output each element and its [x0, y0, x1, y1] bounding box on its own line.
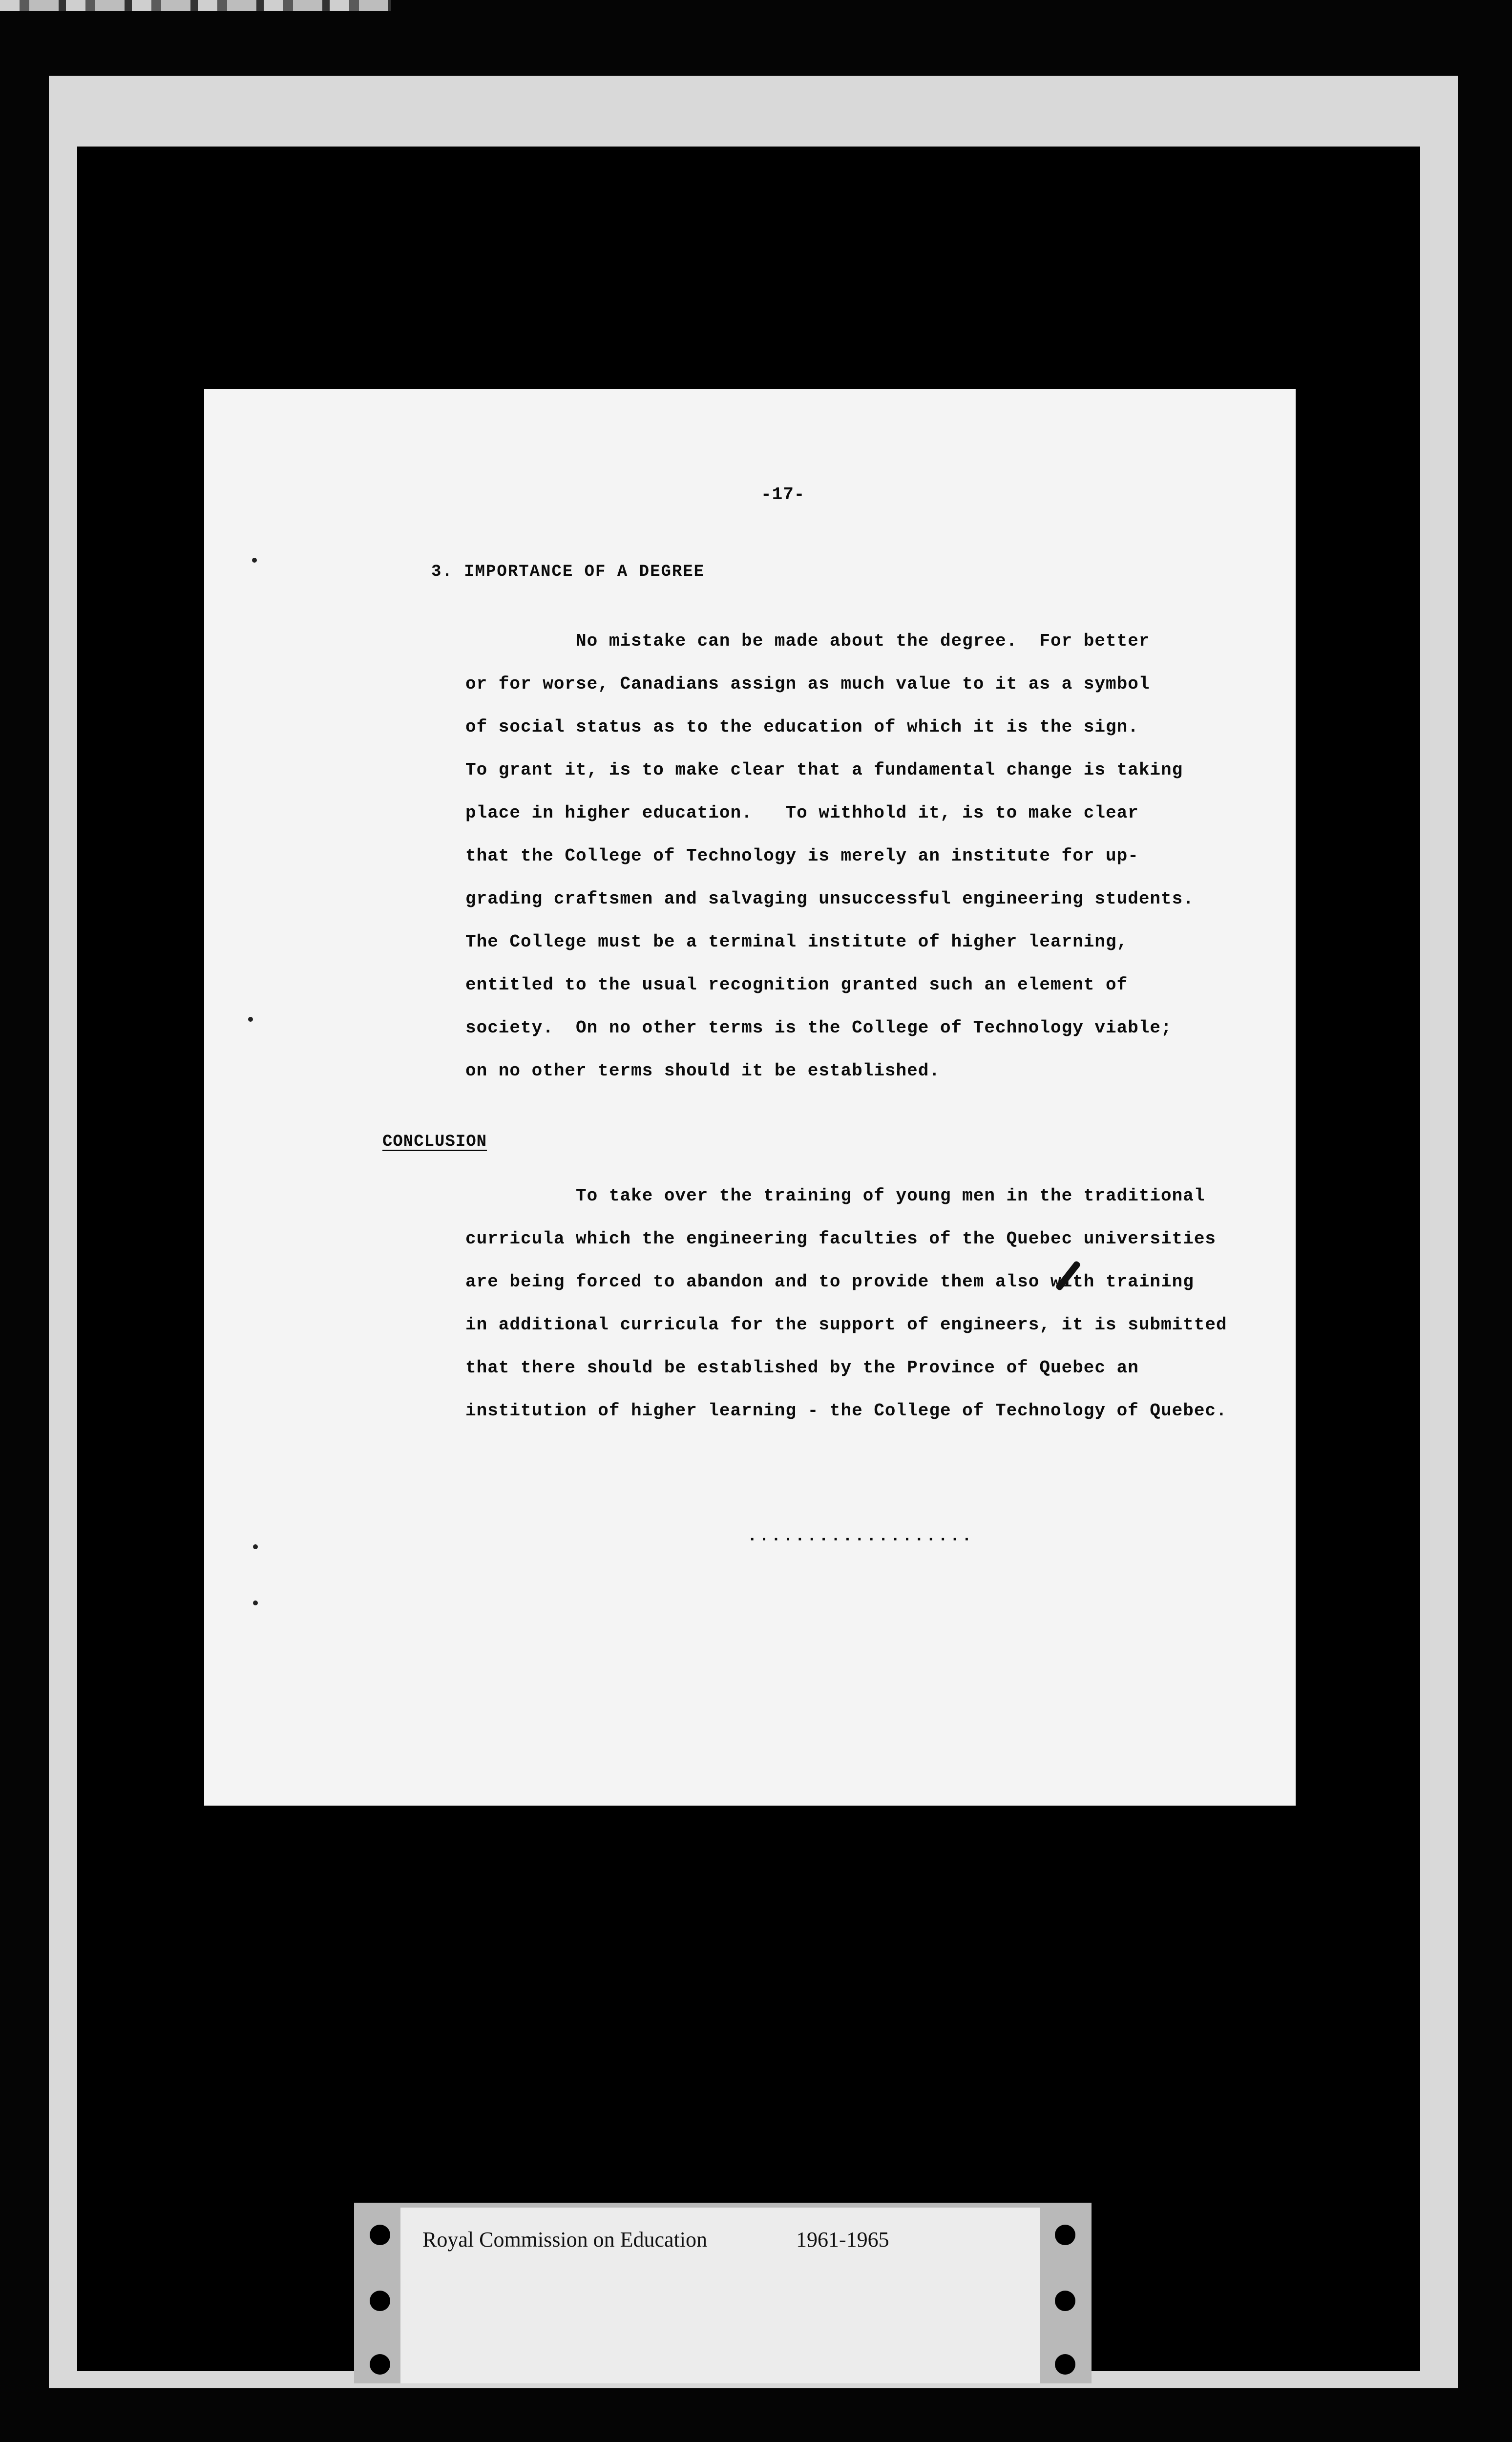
text-line: of social status as to the education of which it is the sign.	[465, 717, 1139, 737]
paragraph-importance-of-degree	[465, 620, 1296, 1093]
label-title: Royal Commission on Education	[422, 2228, 707, 2252]
punch-hole	[370, 2354, 390, 2375]
text-line: To grant it, is to make clear that a fundamental change is taking	[465, 760, 1183, 780]
film-edge-strip	[0, 0, 391, 11]
punch-hole	[1055, 2354, 1075, 2375]
text-line: that there should be established by the Province of Quebec an	[465, 1358, 1139, 1378]
text-line: are being forced to abandon and to provide them also with training	[465, 1272, 1194, 1292]
section-heading: 3. IMPORTANCE OF A DEGREE	[431, 563, 705, 581]
text-line: entitled to the usual recognition granted such an element of	[465, 975, 1128, 995]
page-number: -17-	[761, 484, 805, 505]
margin-mark	[252, 558, 257, 563]
conclusion-heading: CONCLUSION	[382, 1133, 487, 1151]
margin-mark	[253, 1600, 258, 1605]
text-line: in additional curricula for the support of engineers, it is submitted	[465, 1315, 1227, 1335]
document-page	[204, 389, 1296, 1806]
label-paper	[400, 2208, 1040, 2383]
punch-hole	[370, 2225, 390, 2245]
text-line: place in higher education. To withhold it, is to make clear	[465, 803, 1139, 823]
punch-hole	[1055, 2225, 1075, 2245]
punch-hole	[370, 2291, 390, 2311]
text-line: The College must be a terminal institute of higher learning,	[465, 932, 1128, 952]
text-line: on no other terms should it be established.	[465, 1061, 940, 1081]
dotted-separator: ...................	[747, 1527, 974, 1546]
margin-mark	[248, 1017, 253, 1022]
text-line: or for worse, Canadians assign as much value to it as a symbol	[465, 674, 1150, 694]
punch-hole	[1055, 2291, 1075, 2311]
text-line: that the College of Technology is merely an institute for up-	[465, 846, 1139, 866]
archive-label-card	[354, 2203, 1092, 2383]
margin-mark	[253, 1544, 258, 1549]
text-line: curricula which the engineering faculties of the Quebec universities	[465, 1229, 1217, 1249]
text-line: society. On no other terms is the College of Technology viable;	[465, 1018, 1172, 1038]
text-line: institution of higher learning - the College of Technology of Quebec.	[465, 1401, 1227, 1421]
text-line: No mistake can be made about the degree. For better	[465, 631, 1150, 651]
text-line: grading craftsmen and salvaging unsuccessful engineering students.	[465, 889, 1194, 909]
text-line: To take over the training of young men in the traditional	[465, 1186, 1205, 1206]
paragraph-conclusion	[465, 1175, 1296, 1432]
label-years: 1961-1965	[796, 2228, 889, 2252]
